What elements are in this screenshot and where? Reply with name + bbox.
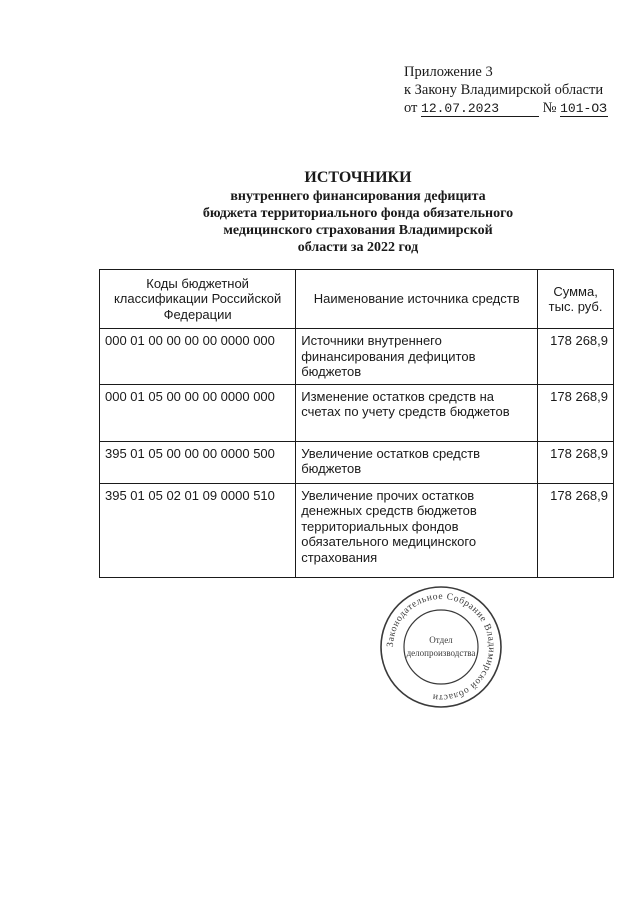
stamp-center-line-1: Отдел <box>429 635 453 645</box>
title-line-2: бюджета территориального фонда обязательного <box>202 206 514 221</box>
stamp-ring-text: Законодательное Собрание Владимирской области <box>384 590 498 704</box>
row-sum: 178 268,9 <box>538 483 614 577</box>
row-sum: 178 268,9 <box>538 329 614 385</box>
row-code: 395 01 05 00 00 00 0000 500 <box>100 441 296 483</box>
office-stamp <box>379 585 503 709</box>
annex-title: Приложение 3 <box>404 64 493 80</box>
table-header-row <box>100 270 614 329</box>
annex-block <box>404 63 636 117</box>
title-line-1: внутреннего финансирования дефицита <box>230 189 486 204</box>
annex-law-reference: к Закону Владимирской области <box>404 82 604 98</box>
row-name: Увеличение прочих остатков денежных средств бюджетов территориальных фондов обязательного медицинского страхования <box>296 483 538 577</box>
number-label: № <box>542 100 557 116</box>
annex-date-number <box>404 99 636 117</box>
row-sum: 178 268,9 <box>538 384 614 441</box>
row-code: 000 01 05 00 00 00 0000 000 <box>100 384 296 441</box>
row-sum: 178 268,9 <box>538 441 614 483</box>
row-code: 395 01 05 02 01 09 0000 510 <box>100 483 296 577</box>
sources-table <box>99 269 614 578</box>
table-row <box>100 441 614 483</box>
row-name: Изменение остатков средств на счетах по учету средств бюджетов <box>296 384 538 441</box>
title-line-4: области за 2022 год <box>297 240 419 255</box>
row-name: Увеличение остатков средств бюджетов <box>296 441 538 483</box>
title-line-3: медицинского страхования Владимирской <box>223 223 493 238</box>
table-row <box>100 329 614 385</box>
table-row <box>100 384 614 441</box>
from-label: от <box>404 100 418 116</box>
stamp-center-line-2: делопроизводства <box>406 648 476 658</box>
row-name: Источники внутреннего финансирования дефицитов бюджетов <box>296 329 538 385</box>
annex-number: 101-ОЗ <box>560 101 607 116</box>
header-name: Наименование источника средств <box>296 270 538 329</box>
header-sum: Сумма, тыс. руб. <box>538 270 614 329</box>
annex-date: 12.07.2023 <box>421 102 539 117</box>
table-row <box>100 483 614 577</box>
row-code: 000 01 00 00 00 00 0000 000 <box>100 329 296 385</box>
header-codes: Коды бюджетной классификации Российской Федерации <box>100 270 296 329</box>
title-heading: ИСТОЧНИКИ <box>304 169 412 186</box>
document-title <box>100 168 616 256</box>
